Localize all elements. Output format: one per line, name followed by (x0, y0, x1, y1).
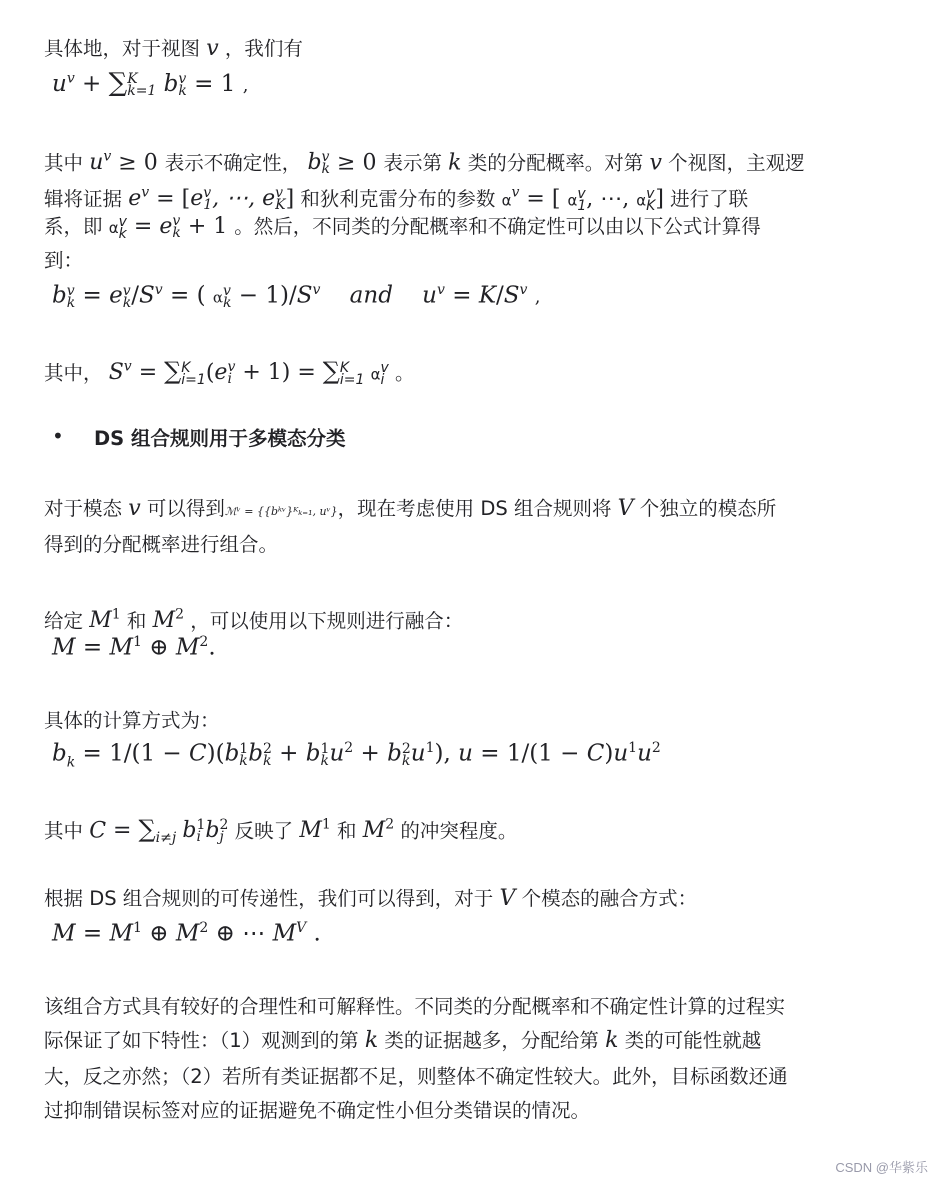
text: 进行了联 (670, 187, 749, 211)
text: 表示不确定性， (164, 151, 302, 175)
paragraph-conflict: 其中 $C = \sum_{i\ne j}$ b 1 i b 2 j 反映了 $M^1$ 和 $M^2$ 的冲突程度。 (44, 815, 518, 847)
text: 个视图，主观逻 (668, 151, 805, 175)
section-title: DS 组合规则用于多模态分类 (94, 427, 346, 450)
text: 和狄利克雷分布的参数 (300, 187, 496, 211)
paragraph-view-intro (44, 34, 303, 64)
paragraph-given-m1-m2: 给定 $M^1$ 和 $M^2$ ，可以使用以下规则进行融合： (44, 607, 464, 634)
text: 大，反之亦然；（2）若所有类证据都不足，则整体不确定性较大。此外，目标函数还通 (44, 1065, 788, 1088)
text: 该组合方式具有较好的合理性和可解释性。不同类的分配概率和不确定性计算的过程实 (44, 995, 786, 1018)
paragraph-subjective-logic-line2: 辑将证据 $e^v = [e$ v 1 , ⋯, e v K ] 和狄利克雷分布的参数 $\alpha^v$ = [ α v 1 , ⋯, α v K ] 进行了联 (44, 185, 749, 214)
equation-combination: $b_k = 1/(1 - C)(b$ 1 k b 2 k + b 1 k $u^2 + b$ 2 k $u^1$), $u = 1/(1 - C)u^1u^2$ (52, 740, 661, 771)
text: 个模态的融合方式： (521, 887, 698, 910)
text: 其中 (44, 819, 84, 843)
text: 其中， (44, 361, 103, 385)
paragraph-subjective-logic-line3: 系，即 α v k = e v k + 1 。然后，不同类的分配概率和不确定性可以由以下公式计算得 (44, 213, 761, 242)
equation-belief-uncertainty: b v k = e v k $/S^v$ = ( α v k − $1)/S^v$ and $u^v = K/S^v$ , (52, 282, 541, 311)
bullet-icon: • (52, 424, 64, 448)
paragraph-modality-line2 (44, 530, 278, 560)
text: 。 (395, 361, 415, 385)
math-V: V (617, 496, 634, 521)
text: 和 (337, 819, 357, 843)
equation-sum-constraint: $u^v$ + ∑ K k=1 b v k = 1 , (52, 68, 249, 99)
text: 过抑制错误标签对应的证据避免不确定性小但分类错误的情况。 (44, 1099, 591, 1122)
text: 对于模态 (44, 497, 123, 520)
text: 类的证据越多，分配给第 (384, 1029, 599, 1052)
paragraph-subjective-logic-line1: 其中 $u^v \ge 0$ 表示不确定性， b v k ≥ 0 表示第 k 类的分配概率。对第 v 个视图，主观逻 (44, 149, 805, 178)
text: 类的可能性就越 (624, 1029, 762, 1052)
math-v: v (206, 36, 219, 61)
and-text: and (349, 282, 393, 309)
paragraph-properties-line2 (44, 1026, 761, 1056)
text: 到： (44, 249, 84, 272)
paragraph-strength-definition: 其中， $S^v$ = ∑ K i=1 (e v i + 1) = ∑ K i=1 α v i 。 (44, 357, 415, 388)
paragraph-properties-line3 (44, 1062, 788, 1092)
math-mv-set: ℳᵛ = {{bᵏᵛ}ᴷₖ₌₁, uᵛ} (224, 505, 338, 518)
text: 反映了 (234, 819, 294, 843)
math-k: k (364, 1028, 379, 1053)
paragraph-properties-line1 (44, 992, 785, 1022)
text: 给定 (44, 609, 84, 633)
math-v: v (649, 150, 662, 176)
text: 系，即 (44, 215, 103, 238)
text: ，现在考虑使用 DS 组合规则将 (337, 497, 612, 520)
text: 得到的分配概率进行组合。 (44, 533, 279, 556)
text: ，可以使用以下规则进行融合： (190, 609, 464, 633)
text: 辑将证据 (44, 187, 123, 211)
equation-fusion-two: $M = M^1$ ⊕ $M^2$. (52, 634, 216, 661)
text: 其中 (44, 151, 84, 175)
equation-fusion-multi: $M = M^1$ ⊕ $M^2$ ⊕ ⋯ $M^V$ . (52, 920, 321, 947)
text: 可以得到 (146, 497, 225, 520)
text: 具体地，对于视图 (44, 37, 201, 60)
math-k: k (448, 150, 462, 176)
text: 具体的计算方式为： (44, 709, 220, 732)
csdn-watermark: CSDN @华紫乐 (835, 1160, 928, 1175)
text: 类的分配概率。对第 (467, 151, 644, 175)
text: 际保证了如下特性：（1）观测到的第 (44, 1029, 359, 1052)
paragraph-modality-line1 (44, 494, 776, 527)
math-k: k (605, 1028, 619, 1053)
math-v: v (128, 496, 141, 521)
paragraph-transitivity (44, 884, 697, 914)
text: ，我们有 (224, 37, 303, 60)
text: 个独立的模态所 (639, 497, 777, 520)
text: 的冲突程度。 (400, 819, 518, 843)
text: 根据 DS 组合规则的可传递性，我们可以得到，对于 (44, 887, 494, 910)
text: 表示第 (383, 151, 442, 175)
math-V: V (499, 886, 516, 911)
text: 和 (126, 609, 147, 633)
text: 。然后，不同类的分配概率和不确定性可以由以下公式计算得 (234, 215, 761, 238)
paragraph-properties-line4 (44, 1096, 590, 1126)
paragraph-computation (44, 706, 220, 736)
paragraph-subjective-logic-line4 (44, 246, 83, 276)
